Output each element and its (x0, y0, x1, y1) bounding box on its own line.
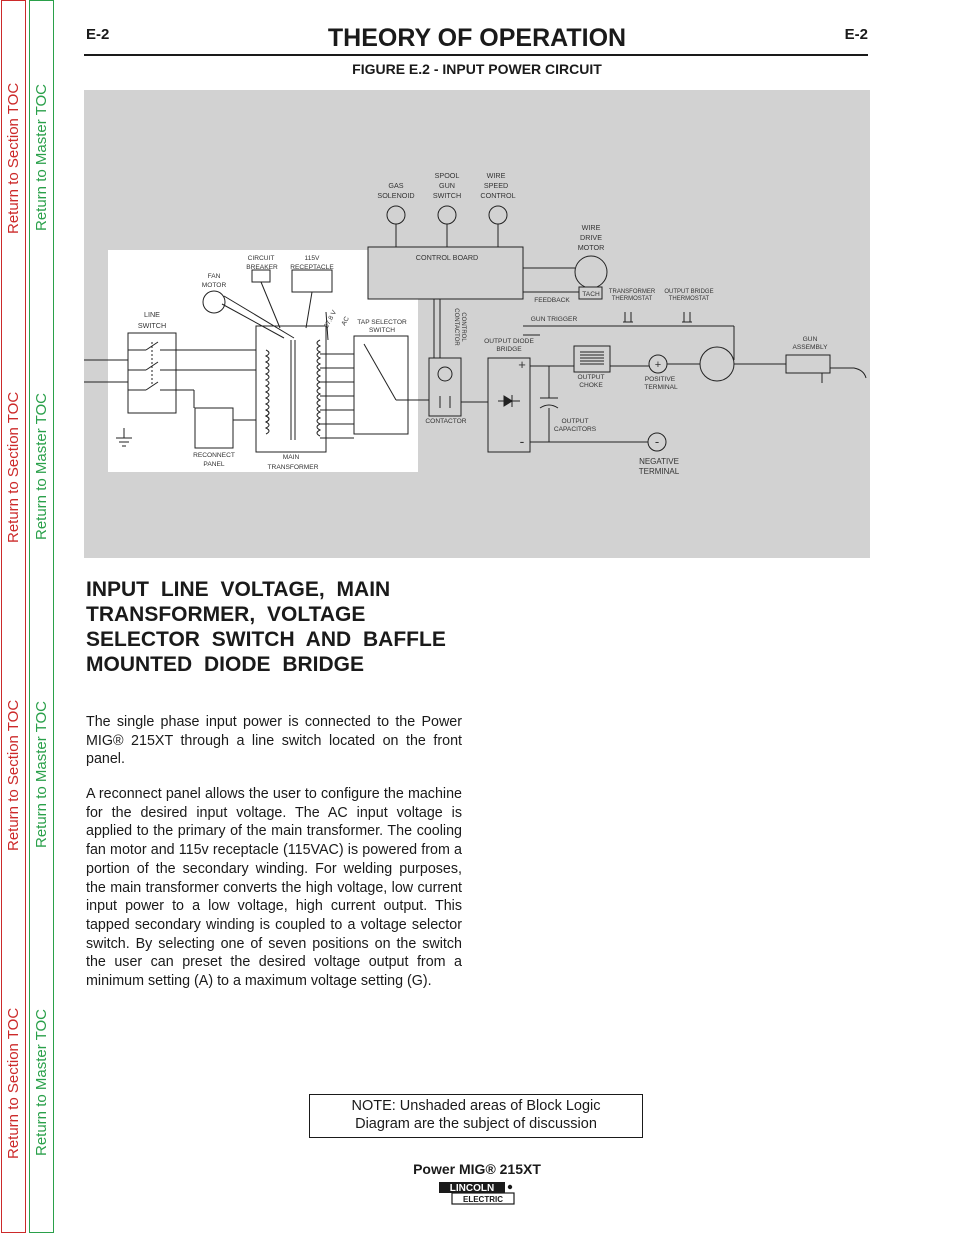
page-number-right: E-2 (844, 26, 868, 43)
note-box (309, 1094, 643, 1138)
label-contactor-control: CONTROL (460, 312, 466, 342)
logo-electric-text: ELECTRIC (463, 1195, 503, 1204)
label-transformer-thermostat: THERMOSTAT (611, 296, 653, 302)
label-main-transformer: MAIN (282, 454, 300, 461)
return-to-section-toc-link[interactable]: Return to Section TOC (5, 1007, 22, 1159)
label-positive-terminal: TERMINAL (644, 384, 678, 391)
output-choke (574, 346, 610, 372)
label-bridge-plus: + (518, 357, 526, 372)
wire-speed-control (489, 206, 507, 224)
product-name: Power MIG® 215XT (413, 1161, 541, 1177)
return-to-section-toc-link[interactable]: Return to Section TOC (5, 699, 22, 851)
tap-selector-switch (354, 336, 408, 434)
gas-solenoid (387, 206, 405, 224)
label-wire-speed-control: CONTROL (480, 191, 516, 200)
label-reconnect-panel: RECONNECT (193, 452, 235, 459)
gun-connector (700, 347, 734, 381)
label-gas-solenoid: SOLENOID (377, 191, 415, 200)
label-circuit-breaker: BREAKER (246, 264, 278, 271)
label-main-transformer: TRANSFORMER (267, 464, 319, 471)
label-output-diode-bridge: BRIDGE (496, 346, 522, 353)
return-to-section-toc-link[interactable]: Return to Section TOC (5, 82, 22, 234)
return-to-section-toc-link[interactable]: Return to Section TOC (5, 391, 22, 543)
label-115v-receptacle: 115V (304, 255, 320, 262)
circuit-breaker (252, 270, 270, 282)
label-positive-terminal: POSITIVE (644, 376, 676, 383)
spool-gun-switch (438, 206, 456, 224)
label-ac-voltage: 27.8 V (323, 309, 339, 330)
label-negative-terminal: TERMINAL (638, 467, 680, 476)
figure-caption: FIGURE E.2 - INPUT POWER CIRCUIT (352, 61, 602, 77)
return-to-master-toc-link[interactable]: Return to Master TOC (33, 84, 50, 231)
lincoln-electric-logo (438, 1180, 516, 1213)
note-line: Diagram are the subject of discussion (355, 1116, 597, 1132)
header-rule (84, 54, 868, 56)
label-line-switch: LINE (144, 310, 160, 319)
label-transformer-thermostat: TRANSFORMER (608, 289, 656, 295)
115v-receptacle (292, 270, 332, 292)
label-circuit-breaker: CIRCUIT (247, 255, 275, 262)
page-number-left: E-2 (86, 26, 110, 43)
label-output-bridge-thermostat: OUTPUT BRIDGE (664, 289, 714, 295)
label-115v-receptacle: RECEPTACLE (290, 264, 334, 271)
return-to-master-toc-link[interactable]: Return to Master TOC (33, 701, 50, 848)
label-gun-assembly: GUN (802, 336, 818, 343)
label-tap-selector-switch: TAP SELECTOR (357, 319, 407, 326)
label-ac-voltage: AC (340, 315, 351, 327)
label-gun-assembly: ASSEMBLY (792, 344, 828, 351)
label-output-choke: OUTPUT (577, 374, 605, 381)
label-output-capacitors: OUTPUT (561, 418, 589, 425)
label-wire-drive-motor: DRIVE (580, 233, 602, 242)
label-wire-speed-control: WIRE (486, 171, 506, 180)
label-reconnect-panel: PANEL (203, 461, 225, 468)
label-tach: TACH (582, 291, 600, 298)
label-negative-terminal: NEGATIVE (639, 457, 679, 466)
label-output-bridge-thermostat: THERMOSTAT (668, 296, 710, 302)
label-line-switch: SWITCH (137, 321, 167, 330)
note-line: NOTE: Unshaded areas of Block Logic (351, 1098, 601, 1114)
label-negative-sign: - (654, 434, 660, 449)
label-spool-gun-switch: SWITCH (432, 191, 462, 200)
section-heading: INPUT LINE VOLTAGE, MAIN TRANSFORMER, VOLTAGE SELECTOR SWITCH AND BAFFLE MOUNTED DIODE BRIDGE (86, 578, 446, 676)
input-power-circuit-diagram (84, 90, 870, 558)
fan-motor (203, 291, 225, 313)
label-gun-trigger: GUN TRIGGER (530, 316, 578, 323)
label-wire-drive-motor: WIRE (581, 223, 601, 232)
label-fan-motor: FAN (207, 273, 221, 280)
wire-drive-motor (575, 256, 607, 288)
label-contactor-control: CONTACTOR (453, 308, 459, 346)
label-tap-selector-switch: SWITCH (368, 327, 396, 334)
label-positive-sign: + (654, 359, 662, 371)
label-wire-speed-control: SPEED (483, 181, 509, 190)
diagram-canvas (84, 90, 870, 558)
label-spool-gun-switch: SPOOL (434, 171, 460, 180)
label-control-board: CONTROL BOARD (415, 253, 479, 262)
return-to-master-toc-link[interactable]: Return to Master TOC (33, 1009, 50, 1156)
label-contactor: CONTACTOR (425, 418, 467, 425)
label-wire-drive-motor: MOTOR (577, 243, 605, 252)
label-output-capacitors: CAPACITORS (553, 426, 597, 433)
label-output-choke: CHOKE (579, 382, 603, 389)
label-fan-motor: MOTOR (201, 282, 227, 289)
gun-assembly (786, 355, 830, 373)
return-to-master-toc-link[interactable]: Return to Master TOC (33, 393, 50, 540)
body-paragraph: The single phase input power is connected to the Power MIG® 215XT through a line switch located on the front panel. (86, 714, 462, 768)
line-switch (128, 333, 176, 413)
label-gas-solenoid: GAS (388, 181, 404, 190)
logo-lincoln-text: LINCOLN (449, 1183, 495, 1194)
label-bridge-minus: - (519, 433, 525, 449)
label-feedback: FEEDBACK (534, 297, 570, 304)
body-paragraph: A reconnect panel allows the user to configure the machine for the desired input voltage. The AC input voltage is applied to the primary of the main transformer. The cooling fan motor and 115v receptacle (115VAC) is powered from a portion of the secondary winding. For welding purposes, the main transformer converts the high voltage, low current input power to a low voltage, high current output. This tapped secondary winding is coupled to a voltage selector switch. By selecting one of seven positions on the switch the user can preset the desired voltage output from a minimum setting (A) to a maximum voltage setting (G). (86, 786, 462, 990)
label-spool-gun-switch: GUN (439, 181, 455, 190)
page-title: THEORY OF OPERATION (327, 24, 627, 52)
reconnect-panel (195, 408, 233, 448)
label-output-diode-bridge: OUTPUT DIODE (484, 338, 534, 345)
